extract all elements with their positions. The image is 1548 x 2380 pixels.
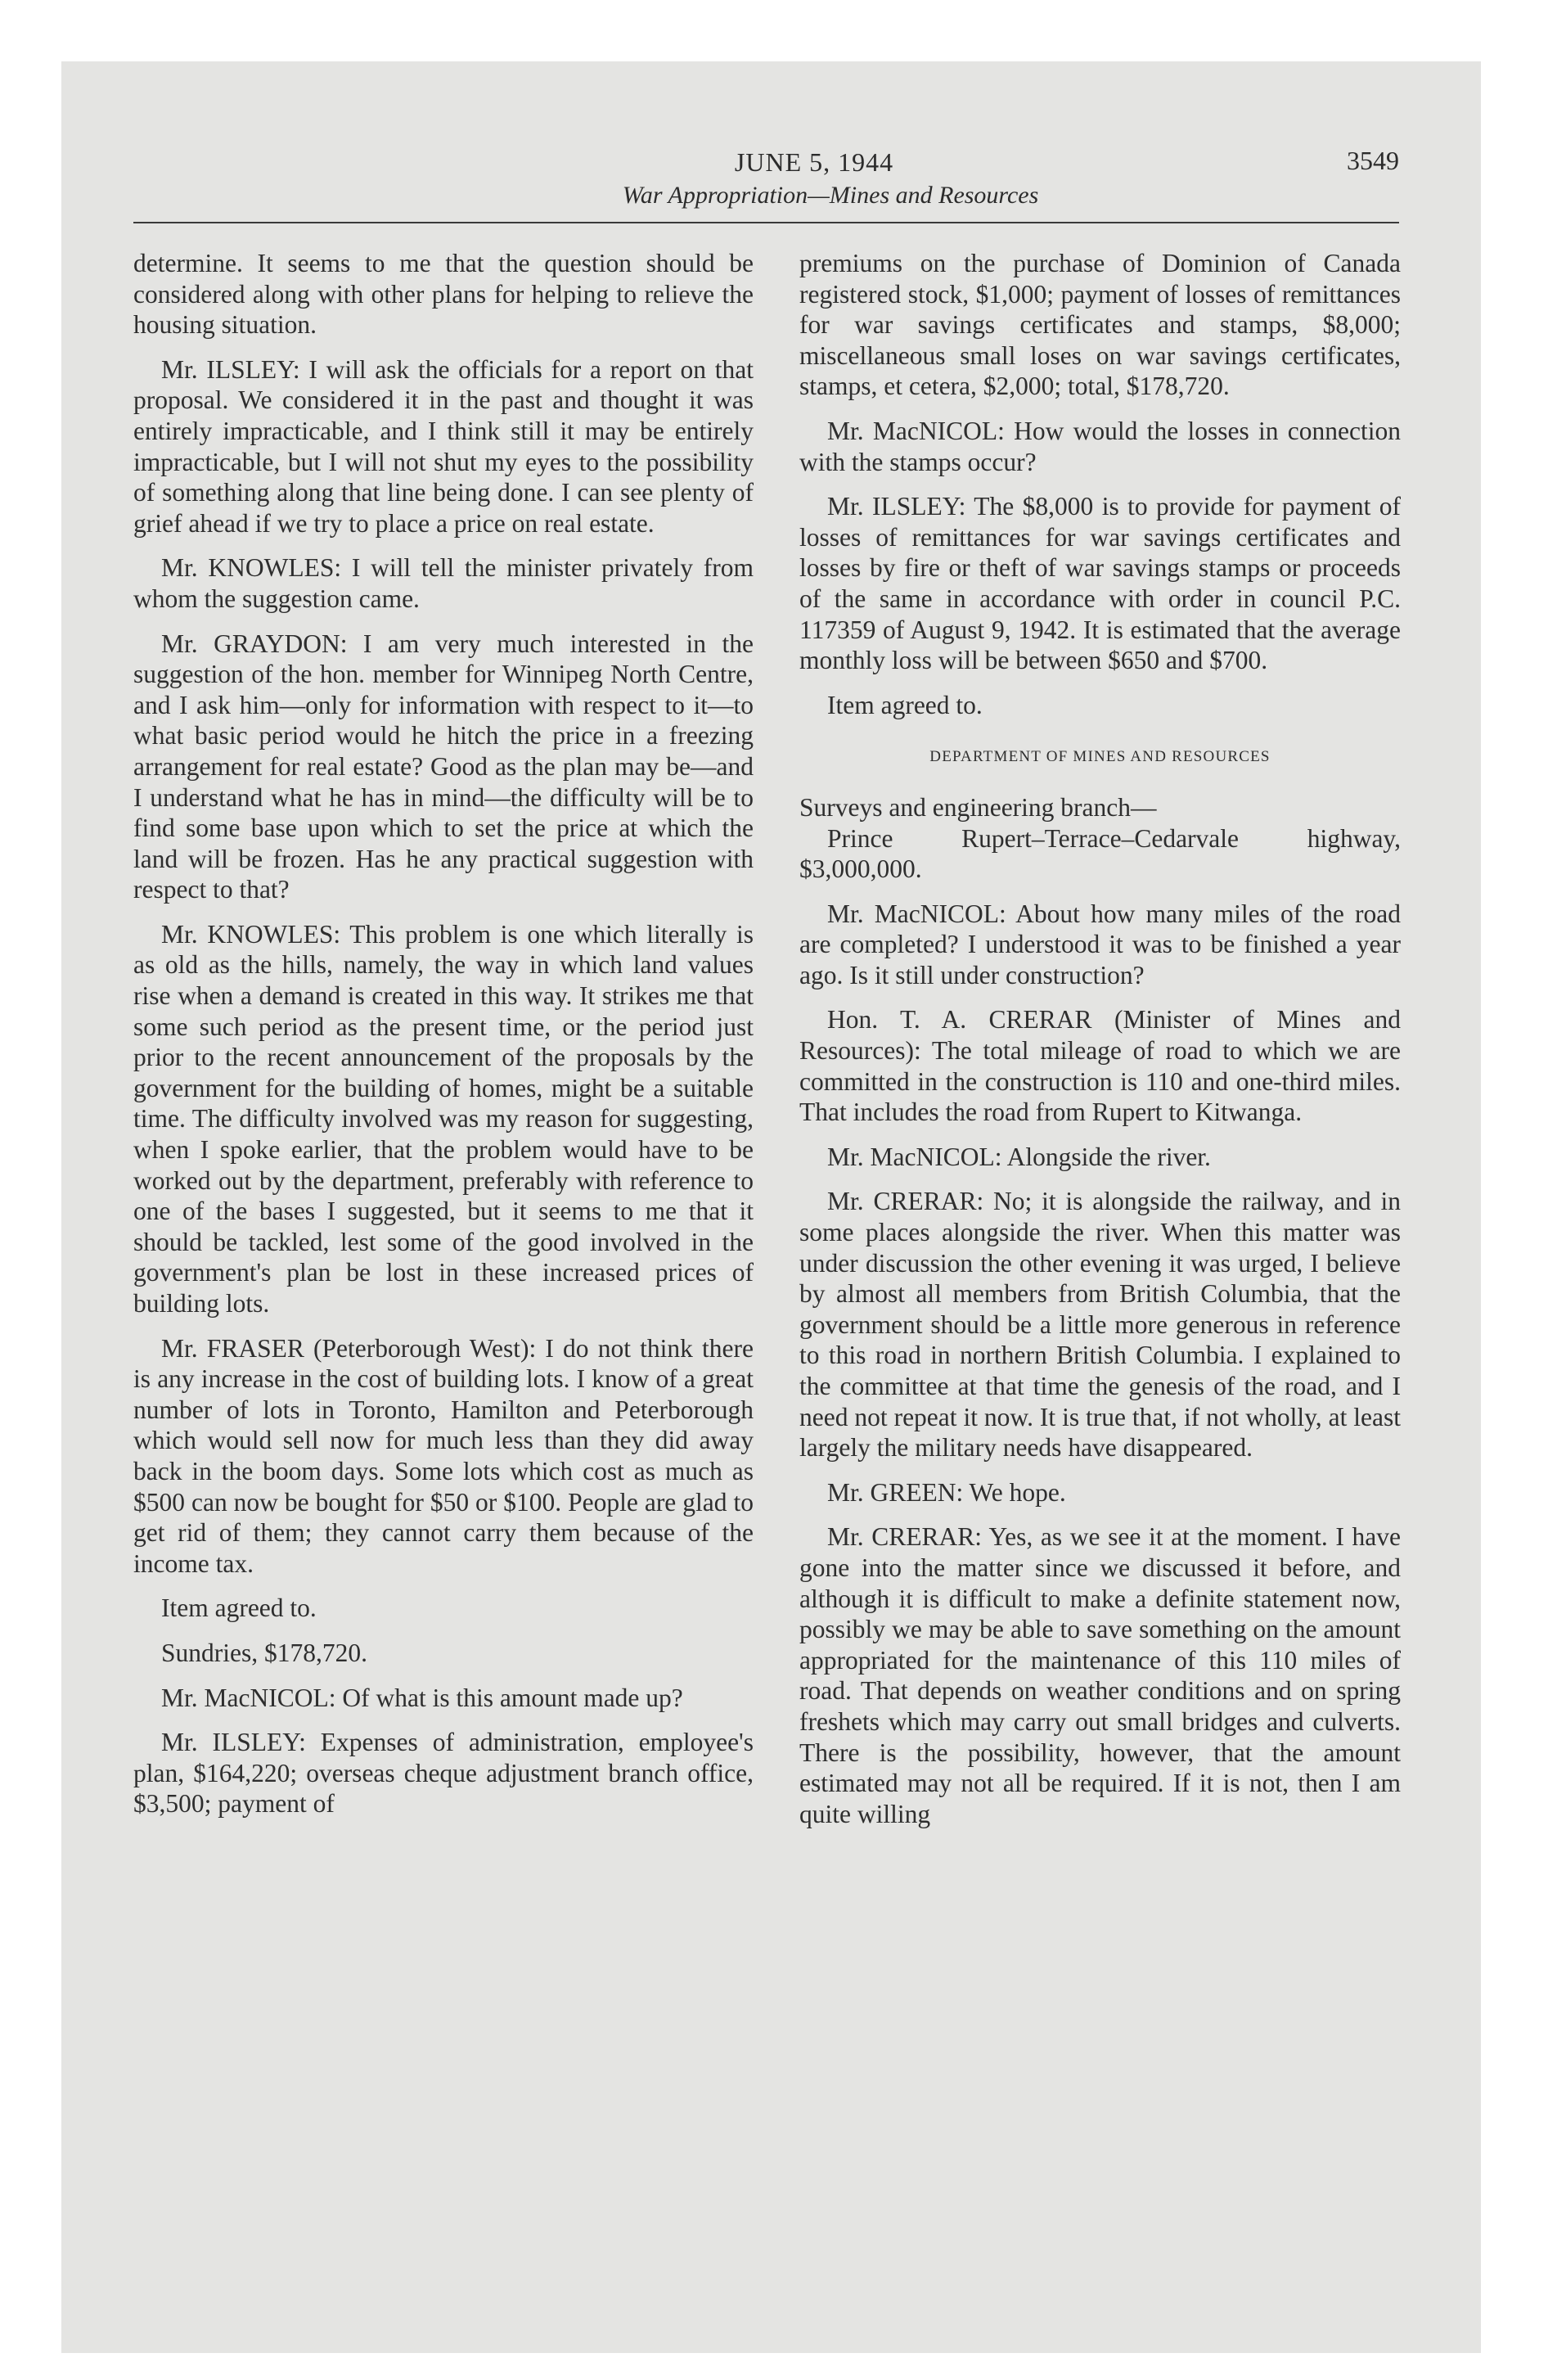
paragraph: Mr. GREEN: We hope. [827, 1477, 1066, 1507]
sub-heading: Surveys and engineering branch— [799, 792, 1157, 822]
paragraph: Mr. CRERAR: No; it is alongside the railway, and in some places alongside the river. When this matter was under discussion the other evening it was urged, I believe by almost all members from British Columbia, that the government should be a little more generous in reference to this road in northern British Columbia. I explained to the committee at that time the genesis of the road, and I need not repeat it now. It is true that, if not wholly, at least largely the military needs have disappeared. [799, 1187, 1401, 1463]
document-page [61, 61, 1481, 2353]
paragraph: Mr. ILSLEY: The $8,000 is to provide for payment of losses of remittances for war savings certificates and losses by fire or theft of war savings stamps or proceeds of the same in accordance with order in council P.C. 117359 of August 9, 1942. It is estimated that the average monthly loss will be between $650 and $700. [799, 492, 1401, 675]
paragraph: Mr. GRAYDON: I am very much interested in the suggestion of the hon. member for Winnipeg North Centre, and I ask him—only for information with respect to it—to what basic period would he hitch the price in a freezing arrangement for real estate? Good as the plan may be—and I understand what he has in mind—the difficulty will be to find some base upon which to set the price at which the land will be frozen. Has he any practical suggestion with respect to that? [133, 629, 754, 904]
section-heading: DEPARTMENT OF MINES AND RESOURCES [929, 748, 1271, 766]
paragraph: Item agreed to. [161, 1593, 317, 1623]
paragraph: Mr. MacNICOL: How would the losses in connection with the stamps occur? [799, 416, 1401, 476]
paragraph: Mr. MacNICOL: Of what is this amount made up? [161, 1683, 683, 1712]
paragraph: Mr. KNOWLES: I will tell the minister privately from whom the suggestion came. [133, 553, 754, 613]
paragraph: Mr. ILSLEY: Expenses of administration, employee's plan, $164,220; overseas cheque adjustment branch office, $3,500; payment of [133, 1728, 754, 1819]
paragraph: Mr. FRASER (Peterborough West): I do not think there is any increase in the cost of building lots. I know of a great number of lots in Toronto, Hamilton and Peterborough which would sell now for much less than they did away back in the boom days. Some lots which cost as much as $500 can now be bought for $50 or $100. People are glad to get rid of them; they cannot carry them because of the income tax. [133, 1333, 754, 1578]
left-column [133, 248, 754, 1833]
page-number: 3549 [1347, 146, 1399, 175]
paragraph: Mr. MacNICOL: About how many miles of the road are completed? I understood it was to be finished a year ago. Is it still under construction? [799, 899, 1401, 989]
paragraph: Mr. CRERAR: Yes, as we see it at the moment. I have gone into the matter since we discussed it before, and although it is difficult to make a definite statement now, possibly we may be able to save something on the amount appropriated for the maintenance of this 110 miles of road. That depends on weather conditions and on spring freshets which may carry out small bridges and culverts. There is the possibility, however, that the amount estimated may not all be required. If it is not, then I am quite willing [799, 1522, 1401, 1828]
paragraph: Mr. KNOWLES: This problem is one which literally is as old as the hills, namely, the way in which land values rise when a demand is created in this way. It strikes me that some such period as the present time, or the period just prior to the recent announcement of the proposals by the government for the building of homes, might be a suitable time. The difficulty involved was my reason for suggesting, when I spoke earlier, that the problem would have to be worked out by the department, preferably with reference to one of the bases I suggested, but it seems to me that it should be tackled, lest some of the good involved in the government's plan be lost in these increased prices of building lots. [133, 919, 754, 1318]
paragraph: determine. It seems to me that the question should be considered along with other plans for helping to relieve the housing situation. [133, 249, 754, 340]
header-subtitle: War Appropriation—Mines and Resources [622, 182, 1039, 209]
paragraph: Item agreed to. [827, 690, 983, 719]
paragraph: premiums on the purchase of Dominion of Canada registered stock, $1,000; payment of losses of remittances for war savings certificates and stamps, $8,000; miscellaneous small loses on war savings certificates, stamps, et cetera, $2,000; total, $178,720. [799, 249, 1401, 401]
header-date: JUNE 5, 1944 [734, 147, 894, 177]
paragraph: Sundries, $178,720. [161, 1638, 367, 1667]
right-column [799, 248, 1401, 1843]
paragraph: Mr. ILSLEY: I will ask the officials for a report on that proposal. We considered it in the past and thought it was entirely impracticable, and I think still it may be entirely impracticable, but I will not shut my eyes to the possibility of something along that line being done. I can see plenty of grief ahead if we try to place a price on real estate. [133, 354, 754, 538]
header-rule [133, 222, 1399, 223]
vote-item: Prince Rupert–Terrace–Cedarvale highway, $3,000,000. [799, 823, 1401, 884]
paragraph: Mr. MacNICOL: Alongside the river. [827, 1142, 1211, 1171]
paragraph: Hon. T. A. CRERAR (Minister of Mines and Resources): The total mileage of road to which we are committed in the construction is 110 and one-third miles. That includes the road from Rupert to Kitwanga. [799, 1005, 1401, 1127]
